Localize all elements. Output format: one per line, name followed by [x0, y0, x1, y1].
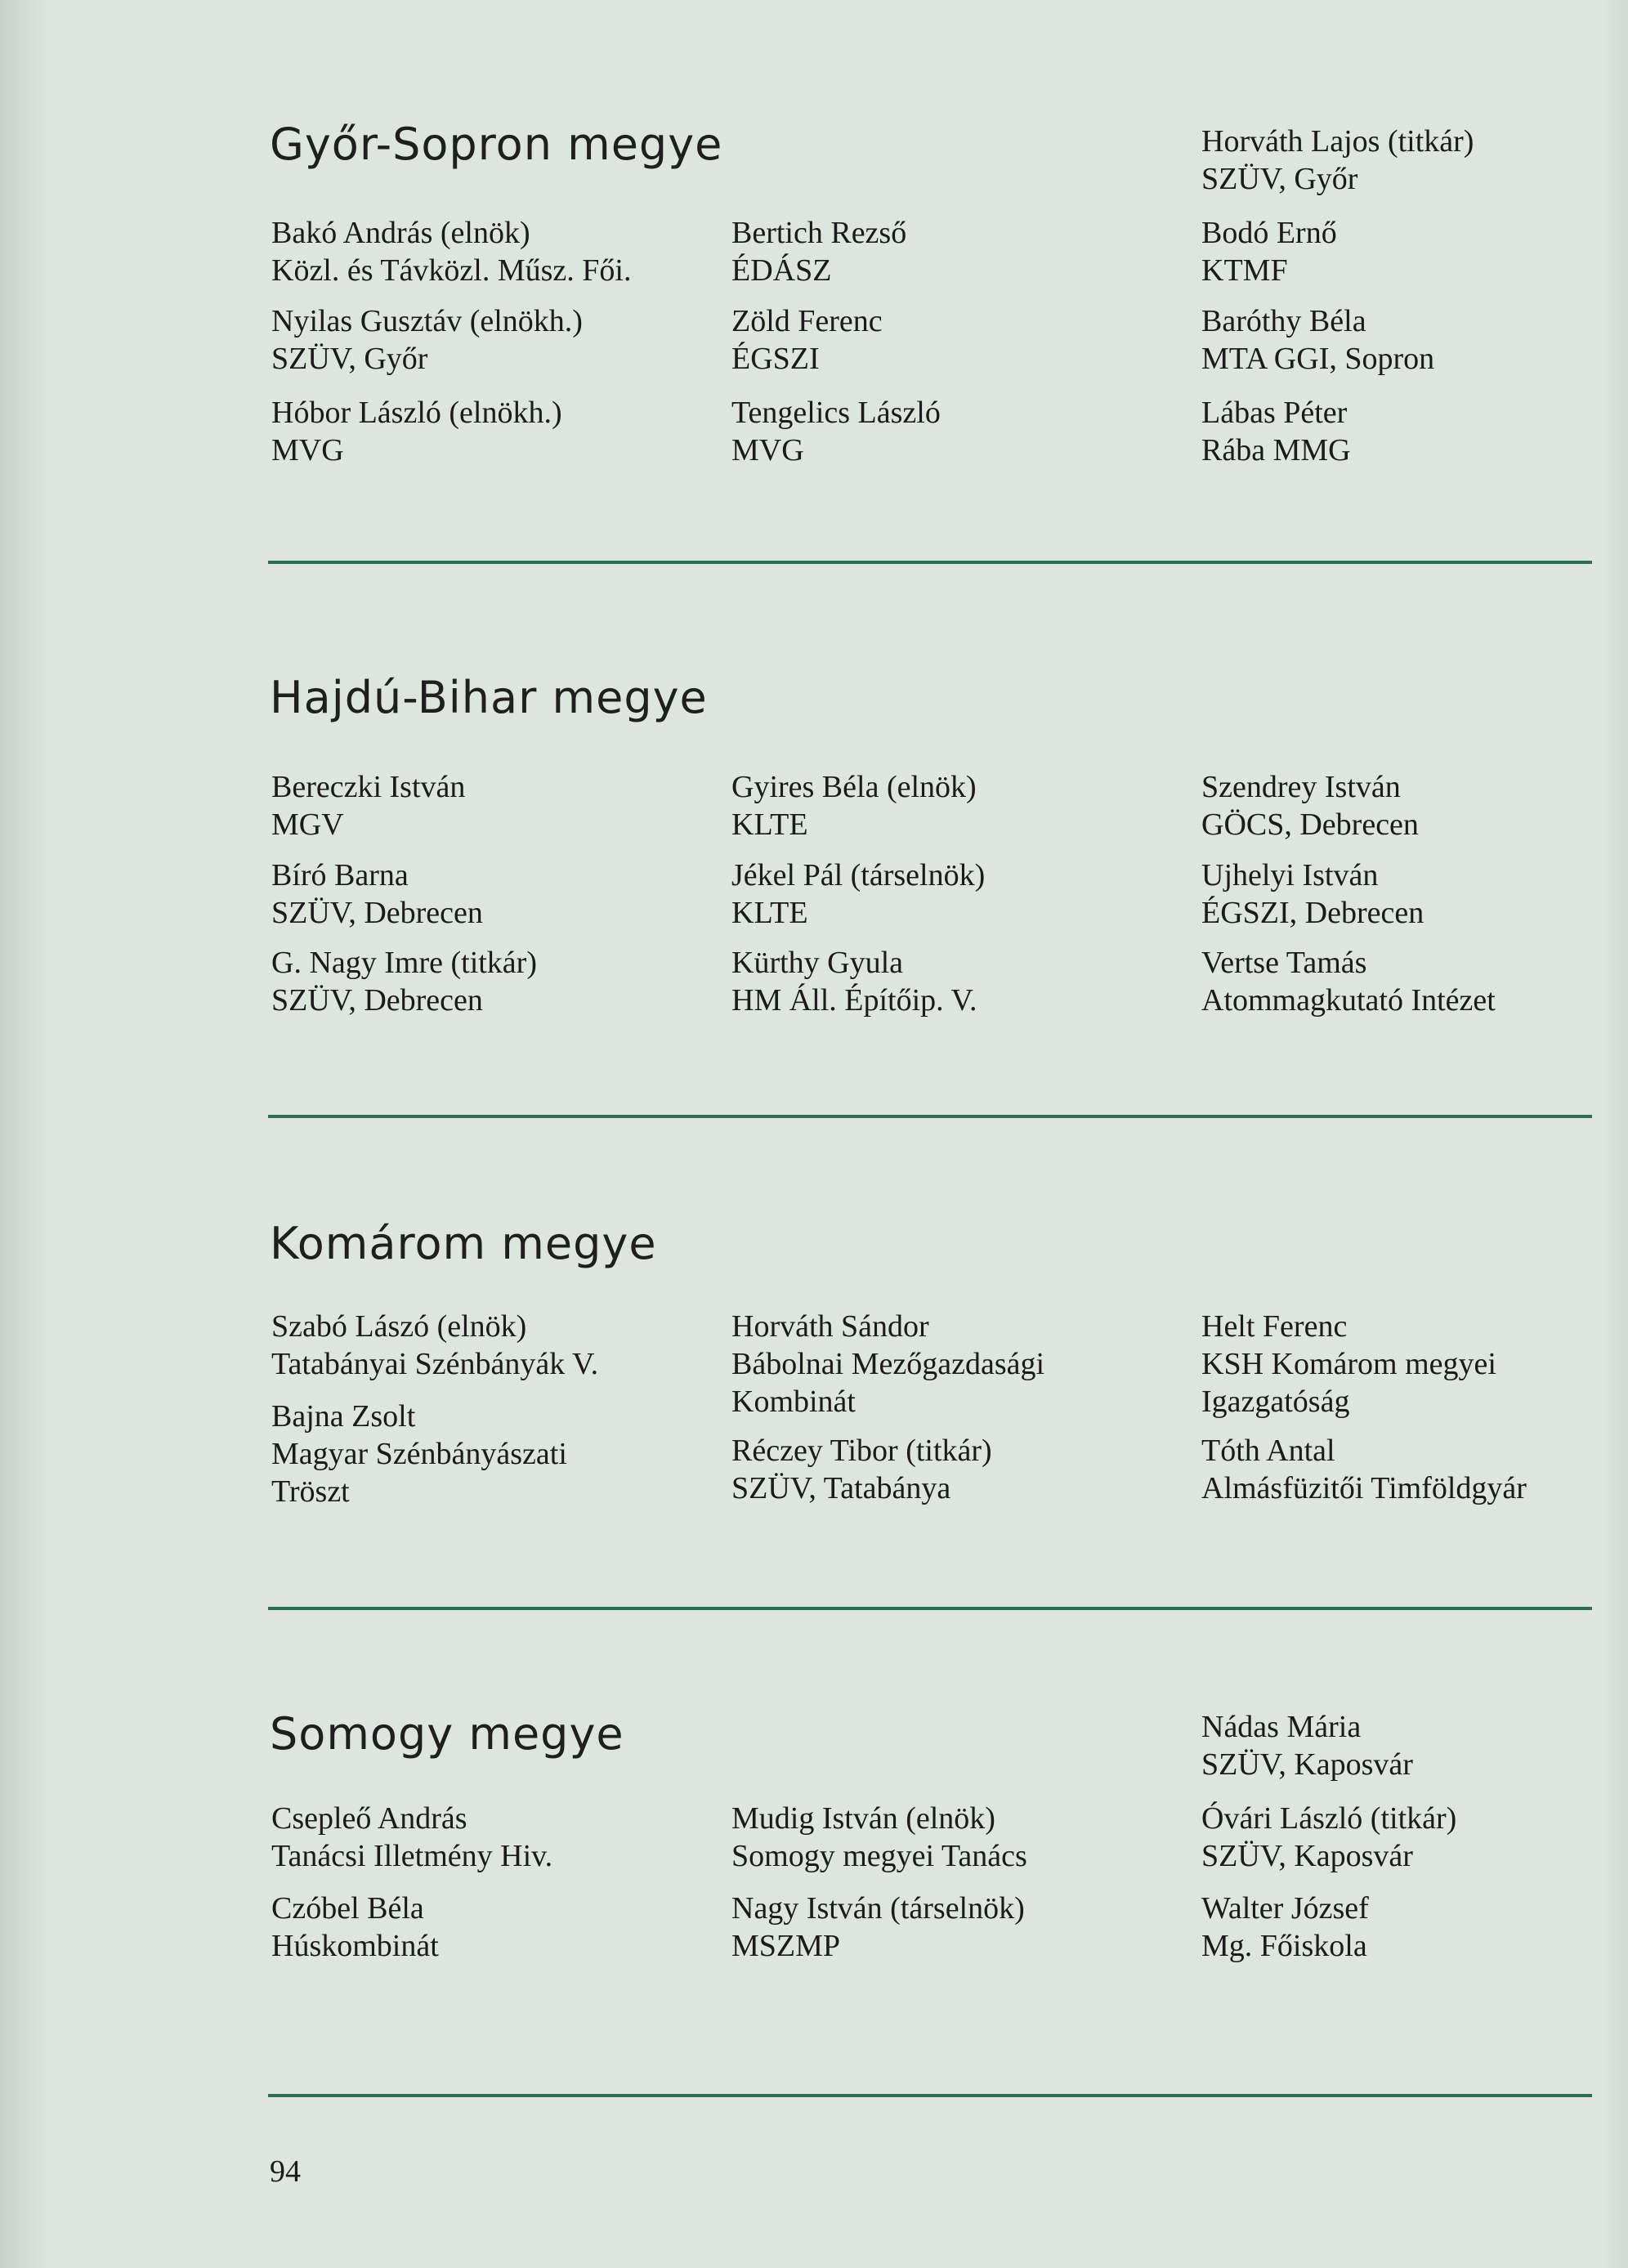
member-org: Magyar Szénbányászati — [271, 1437, 567, 1471]
member-org: ÉGSZI — [731, 342, 820, 376]
member-entry — [1201, 768, 1419, 843]
member-org: Húskombinát — [271, 1929, 439, 1963]
member-entry — [271, 768, 465, 843]
member-org: Tanácsi Illetmény Hiv. — [271, 1839, 553, 1873]
member-entry — [731, 1890, 1025, 1965]
member-name: Nagy István (társelnök) — [731, 1891, 1025, 1926]
member-name: Bakó András (elnök) — [271, 216, 530, 250]
member-org: Atommagkutató Intézet — [1201, 983, 1496, 1018]
member-name: Nádas Mária — [1201, 1710, 1362, 1744]
member-name: Tengelics László — [731, 396, 941, 430]
member-entry — [731, 214, 906, 289]
member-org: SZÜV, Debrecen — [271, 896, 483, 930]
member-org: SZÜV, Tatabánya — [731, 1471, 951, 1505]
section-divider — [268, 1115, 1592, 1118]
member-entry — [731, 1432, 992, 1507]
member-name: Réczey Tibor (titkár) — [731, 1434, 992, 1468]
section-title-komarom: Komárom megye — [270, 1218, 657, 1269]
member-name: Szendrey István — [1201, 770, 1401, 804]
section-title-somogy: Somogy megye — [270, 1708, 624, 1760]
member-name: Óvári László (titkár) — [1201, 1801, 1457, 1836]
member-entry — [731, 768, 977, 843]
member-entry — [1201, 944, 1496, 1019]
member-entry — [1201, 857, 1424, 932]
member-org: KSH Komárom megyei — [1201, 1347, 1496, 1381]
member-entry — [271, 1398, 567, 1510]
member-name: Jékel Pál (társelnök) — [731, 858, 986, 892]
member-name: Helt Ferenc — [1201, 1309, 1348, 1344]
member-entry — [1201, 1308, 1496, 1420]
member-org: Bábolnai Mezőgazdasági — [731, 1347, 1045, 1381]
member-org: SZÜV, Győr — [1201, 162, 1358, 196]
member-entry — [1201, 1890, 1369, 1965]
member-name: Horváth Lajos (titkár) — [1201, 124, 1474, 159]
member-entry — [1201, 394, 1351, 469]
member-entry — [271, 394, 562, 469]
member-entry — [1201, 1432, 1527, 1507]
member-org: SZÜV, Kaposvár — [1201, 1839, 1413, 1873]
member-name: Ujhelyi István — [1201, 858, 1379, 892]
member-org: SZÜV, Debrecen — [271, 983, 483, 1018]
member-entry — [271, 302, 583, 378]
member-org: KLTE — [731, 807, 808, 842]
member-entry — [1201, 1800, 1456, 1875]
member-org: MVG — [271, 433, 344, 467]
member-entry — [271, 1890, 439, 1965]
member-entry — [731, 944, 977, 1019]
member-entry — [731, 302, 883, 378]
member-org: Tatabányai Szénbányák V. — [271, 1347, 599, 1381]
member-name: Bajna Zsolt — [271, 1399, 416, 1434]
member-org: KLTE — [731, 896, 808, 930]
member-org: MGV — [271, 807, 344, 842]
page-number: 94 — [270, 2154, 301, 2189]
member-name: Czóbel Béla — [271, 1891, 424, 1926]
member-name: G. Nagy Imre (titkár) — [271, 946, 537, 980]
section-divider — [268, 1607, 1592, 1610]
member-name: Kürthy Gyula — [731, 946, 904, 980]
member-name: Bíró Barna — [271, 858, 409, 892]
member-name: Szabó Lászó (elnök) — [271, 1309, 527, 1344]
section-title-gyor-sopron: Győr-Sopron megye — [270, 119, 723, 170]
member-org: Mg. Főiskola — [1201, 1929, 1367, 1963]
page-edge-shadow — [1603, 0, 1628, 2268]
member-name: Horváth Sándor — [731, 1309, 929, 1344]
member-name: Zöld Ferenc — [731, 304, 883, 338]
member-entry — [271, 214, 631, 289]
member-org: SZÜV, Győr — [271, 342, 428, 376]
member-org: GÖCS, Debrecen — [1201, 807, 1419, 842]
member-entry — [1201, 1708, 1413, 1783]
member-entry — [1201, 302, 1434, 378]
member-name: Walter József — [1201, 1891, 1369, 1926]
member-name: Csepleő András — [271, 1801, 467, 1836]
page-binding-shadow — [0, 0, 49, 2268]
member-name: Bereczki István — [271, 770, 466, 804]
member-name: Nyilas Gusztáv (elnökh.) — [271, 304, 583, 338]
member-org: Rába MMG — [1201, 433, 1351, 467]
member-name: Bertich Rezső — [731, 216, 907, 250]
member-entry — [271, 1800, 552, 1875]
member-org: ÉGSZI, Debrecen — [1201, 896, 1424, 930]
member-org: MSZMP — [731, 1929, 841, 1963]
member-name: Mudig István (elnök) — [731, 1801, 995, 1836]
member-org: KTMF — [1201, 253, 1288, 288]
member-entry — [1201, 214, 1337, 289]
member-org: ÉDÁSZ — [731, 253, 832, 288]
member-name: Gyires Béla (elnök) — [731, 770, 977, 804]
member-entry — [731, 1800, 1027, 1875]
member-entry — [1201, 123, 1474, 198]
member-entry — [271, 944, 537, 1019]
section-divider — [268, 561, 1592, 564]
member-org: MVG — [731, 433, 804, 467]
member-entry — [271, 857, 483, 932]
section-title-hajdu-bihar: Hajdú-Bihar megye — [270, 672, 708, 723]
member-name: Lábas Péter — [1201, 396, 1348, 430]
member-org-continued: Tröszt — [271, 1474, 350, 1509]
member-org-continued: Igazgatóság — [1201, 1385, 1350, 1419]
member-org: HM Áll. Építőip. V. — [731, 983, 977, 1018]
member-entry — [731, 1308, 1044, 1420]
member-org-continued: Kombinát — [731, 1385, 856, 1419]
member-org: Somogy megyei Tanács — [731, 1839, 1027, 1873]
member-entry — [731, 394, 941, 469]
member-name: Vertse Tamás — [1201, 946, 1367, 980]
member-entry — [731, 857, 985, 932]
member-name: Baróthy Béla — [1201, 304, 1366, 338]
member-name: Tóth Antal — [1201, 1434, 1335, 1468]
member-name: Hóbor László (elnökh.) — [271, 396, 562, 430]
member-entry — [271, 1308, 598, 1383]
member-org: MTA GGI, Sopron — [1201, 342, 1435, 376]
member-org: SZÜV, Kaposvár — [1201, 1747, 1413, 1782]
member-org: Közl. és Távközl. Műsz. Fői. — [271, 253, 632, 288]
member-org: Almásfüzitői Timföldgyár — [1201, 1471, 1527, 1505]
section-divider — [268, 2094, 1592, 2097]
member-name: Bodó Ernő — [1201, 216, 1337, 250]
